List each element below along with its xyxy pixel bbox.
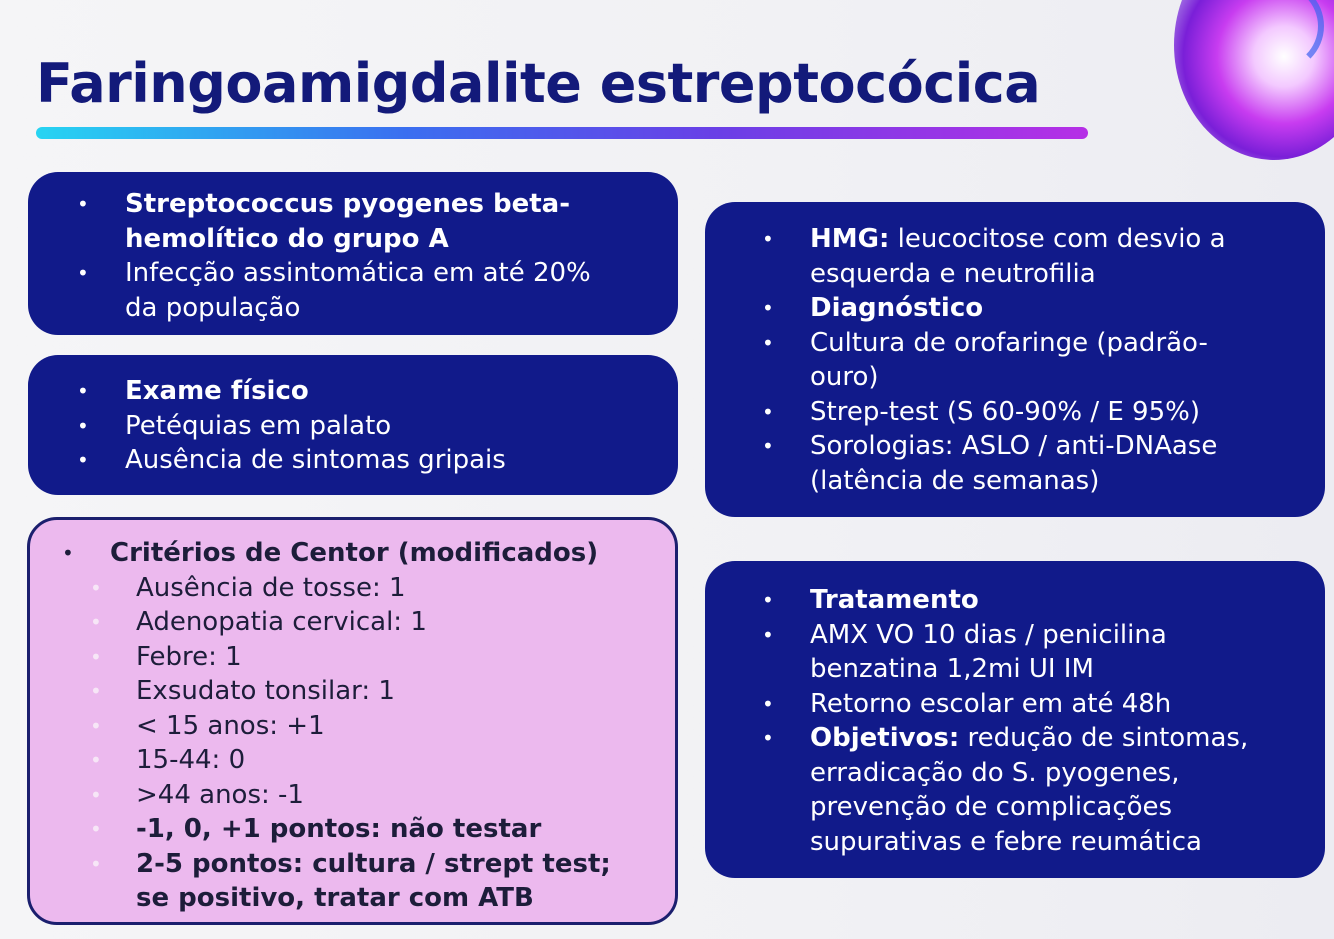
exam-item-no-flu: • Ausência de sintomas gripais bbox=[125, 443, 658, 478]
objectives-line-3: prevenção de complicações bbox=[810, 792, 1173, 822]
etiology-item-asymptomatic bbox=[125, 256, 658, 325]
diagnosis-item-culture bbox=[810, 326, 1305, 395]
amx-line-1: AMX VO 10 dias / penicilina bbox=[810, 619, 1167, 650]
centor-item: • < 15 anos: +1 bbox=[136, 709, 655, 744]
treatment-item-return: • Retorno escolar em até 48h bbox=[810, 687, 1305, 722]
serology-line-2: (latência de semanas) bbox=[810, 465, 1100, 496]
centor-item: • Febre: 1 bbox=[136, 640, 655, 675]
centor-item: • 15-44: 0 bbox=[136, 743, 655, 778]
treatment-heading-text: Tratamento bbox=[810, 585, 979, 615]
objectives-line-1: redução de sintomas, bbox=[959, 723, 1249, 753]
centor-heading-text: Critérios de Centor (modificados) bbox=[110, 538, 599, 568]
objectives-line-2: erradicação do S. pyogenes, bbox=[810, 757, 1180, 788]
treatment-item-objectives bbox=[810, 721, 1305, 859]
objectives-line-4: supurativas e febre reumática bbox=[810, 826, 1202, 857]
exam-item-petechiae: • Petéquias em palato bbox=[125, 409, 658, 444]
centor-item: • Exsudato tonsilar: 1 bbox=[136, 674, 655, 709]
centor-item: • >44 anos: -1 bbox=[136, 778, 655, 813]
culture-line-1: Cultura de orofaringe (padrão- bbox=[810, 327, 1208, 358]
objectives-label: Objetivos: bbox=[810, 723, 960, 753]
diagnosis-heading-text: Diagnóstico bbox=[810, 293, 984, 323]
hmg-text-1: leucocitose com desvio a bbox=[889, 224, 1226, 254]
asymptomatic-line-1: Infecção assintomática em até 20% bbox=[125, 258, 591, 288]
centor-heading bbox=[110, 536, 655, 571]
diagnosis-heading bbox=[810, 291, 1305, 326]
physical-exam-card bbox=[28, 355, 678, 495]
hmg-label: HMG: bbox=[810, 224, 890, 254]
exam-heading bbox=[125, 374, 658, 409]
serology-line-1: Sorologias: ASLO / anti-DNAase bbox=[810, 431, 1218, 461]
agent-line-1: Streptococcus pyogenes beta- bbox=[125, 189, 570, 219]
etiology-card bbox=[28, 172, 678, 335]
exam-heading-text: Exame físico bbox=[125, 376, 309, 406]
diagnosis-item-hmg bbox=[810, 222, 1305, 291]
hmg-text-2: esquerda e neutrofilia bbox=[810, 258, 1096, 289]
culture-line-2: ouro) bbox=[810, 362, 879, 392]
rule-test-line-2: se positivo, tratar com ATB bbox=[136, 883, 534, 913]
agent-line-2: hemolítico do grupo A bbox=[125, 223, 449, 254]
diagnosis-item-strep-test: • Strep-test (S 60-90% / E 95%) bbox=[810, 395, 1305, 430]
centor-item: • Adenopatia cervical: 1 bbox=[136, 605, 655, 640]
title-underline bbox=[36, 127, 1088, 139]
etiology-item-agent bbox=[125, 187, 658, 256]
centor-item: • Ausência de tosse: 1 bbox=[136, 571, 655, 606]
slide-title: Faringoamigdalite estreptocócica bbox=[36, 52, 1041, 115]
centor-rule-no-test bbox=[136, 812, 655, 847]
centor-rule-test bbox=[136, 847, 655, 916]
diagnosis-card bbox=[705, 202, 1325, 517]
treatment-item-amx bbox=[810, 618, 1305, 687]
treatment-heading bbox=[810, 583, 1305, 618]
rule-test-line-1: 2-5 pontos: cultura / strept test; bbox=[136, 848, 611, 879]
treatment-card bbox=[705, 561, 1325, 878]
asymptomatic-line-2: da população bbox=[125, 292, 301, 323]
amx-line-2: benzatina 1,2mi UI IM bbox=[810, 654, 1094, 684]
diagnosis-item-serology bbox=[810, 429, 1305, 498]
centor-criteria-card bbox=[27, 517, 678, 925]
rule-no-test-text: -1, 0, +1 pontos: não testar bbox=[136, 814, 542, 844]
